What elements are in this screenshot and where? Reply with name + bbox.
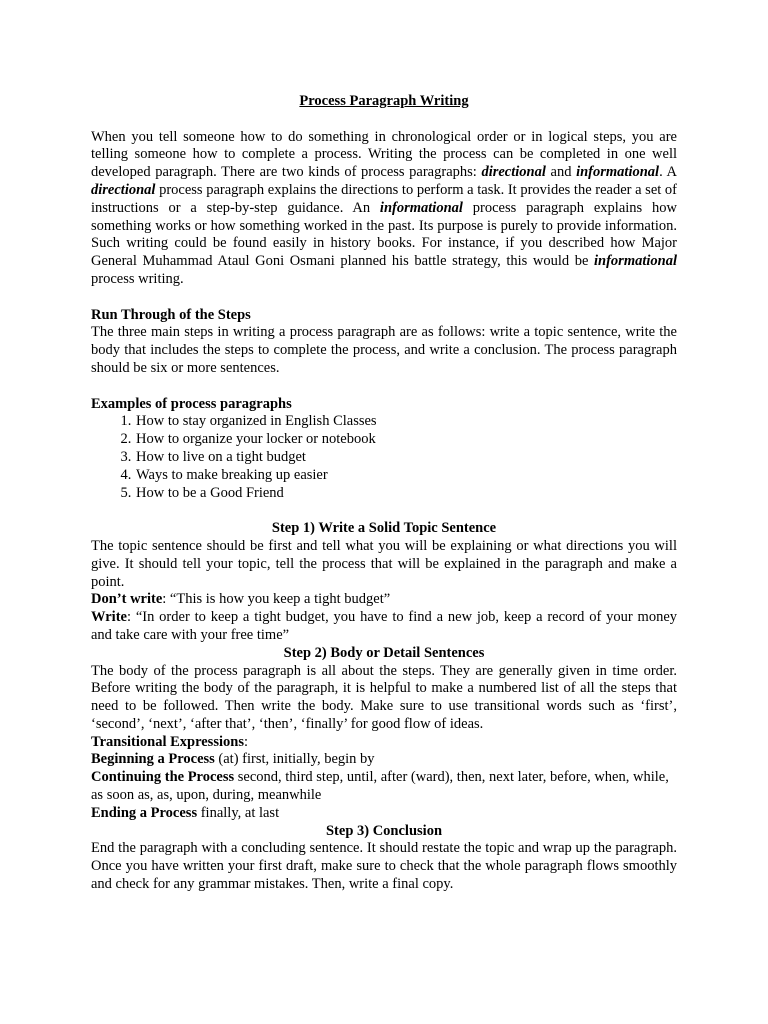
beginning-text: (at) first, initially, begin by — [214, 751, 375, 768]
continuing-text: second, third step, until, after (ward), then, next later, before, when, while, as soon as, as, upon, during, meanwhile — [91, 769, 669, 804]
dont-write-label: Don’t write — [91, 591, 163, 608]
step1-paragraph: The topic sentence should be first and tell what you will be explaining or what directions you will give. It should tell your topic, tell the process that will be explained in the paragraph and make a point. — [91, 537, 677, 590]
write-text: : “In order to keep a tight budget, you have to find a new job, keep a record of your money and take care with your free time” — [91, 609, 677, 643]
continuing-label: Continuing the Process — [91, 769, 235, 786]
step3-paragraph: End the paragraph with a concluding sentence. It should restate the topic and wrap up the paragraph. Once you have written your first draft, make sure to check that the whole paragraph flows smoothly and check for any grammar mistakes. Then, write a final copy. — [91, 840, 677, 893]
list-item: 4. Ways to make breaking up easier — [135, 467, 677, 485]
intro-text-2: . A — [659, 164, 678, 181]
document-page — [91, 93, 677, 894]
beginning-label: Beginning a Process — [91, 751, 215, 768]
intro-text-4: process paragraph explains how something works or how something worked in the past. Its purpose is purely to provide information. Such writing could be found easily in history books. For instance, if you described how Major General Muhammad Ataul Goni Osmani planned his battle strategy, this would be — [91, 199, 677, 270]
step2-paragraph: The body of the process paragraph is all about the steps. They are generally given in time order. Before writing the body of the paragraph, it is helpful to make a numbered list of all the steps that need to be followed. Then write the body. Make sure to use transitional words such as ‘first’, ‘second’, ‘next’, ‘after that’, ‘then’, ‘finally’ for good flow of ideas. — [91, 662, 677, 732]
document-title: Process Paragraph Writing — [299, 93, 469, 109]
term-directional: directional — [481, 164, 546, 181]
list-item: 1. How to stay organized in English Classes — [135, 413, 677, 431]
transitional-label: Transitional Expressions — [91, 733, 244, 750]
write-label: Write — [91, 609, 127, 626]
intro-paragraph — [91, 129, 677, 289]
list-item: 2. How to organize your locker or notebook — [135, 431, 677, 449]
run-through-paragraph: The three main steps in writing a process paragraph are as follows: write a topic sentence, write the body that includes the steps to complete the process, and write a conclusion. The process paragraph should be six or more sentences. — [91, 324, 677, 376]
term-directional-2: directional — [91, 181, 156, 198]
step1-heading: Step 1) Write a Solid Topic Sentence — [271, 520, 497, 537]
transitional-colon: : — [243, 733, 248, 750]
step3-heading: Step 3) Conclusion — [325, 822, 443, 839]
list-item: 5. How to be a Good Friend — [135, 485, 677, 503]
transitional-heading — [91, 734, 677, 752]
intro-and: and — [545, 164, 577, 181]
list-item: 3. How to live on a tight budget — [135, 449, 677, 467]
term-informational: informational — [576, 164, 660, 181]
term-informational-3: informational — [594, 253, 677, 270]
beginning-line — [91, 751, 677, 769]
continuing-line — [91, 769, 677, 805]
ending-line — [91, 805, 677, 823]
intro-text-5: process writing. — [91, 270, 184, 287]
examples-heading: Examples of process paragraphs — [91, 395, 292, 412]
examples-list — [91, 413, 677, 502]
dont-write-text: : “This is how you keep a tight budget” — [162, 591, 391, 608]
term-informational-2: informational — [379, 199, 463, 216]
step2-heading: Step 2) Body or Detail Sentences — [283, 644, 485, 661]
write-line — [91, 609, 677, 645]
ending-label: Ending a Process — [91, 804, 198, 821]
intro-text-3: process paragraph explains the directions to perform a task. It provides the reader a set of instructions or a step-by-step guidance. An — [91, 181, 677, 216]
intro-text-1: When you tell someone how to do something in chronological order or in logical steps, you are telling someone how to complete a process. Writing the process can be completed in one well developed paragraph. There are two kinds of process paragraphs: — [91, 128, 677, 181]
run-through-heading: Run Through of the Steps — [91, 306, 251, 323]
ending-text: finally, at last — [197, 804, 280, 821]
dont-write-line — [91, 591, 677, 609]
